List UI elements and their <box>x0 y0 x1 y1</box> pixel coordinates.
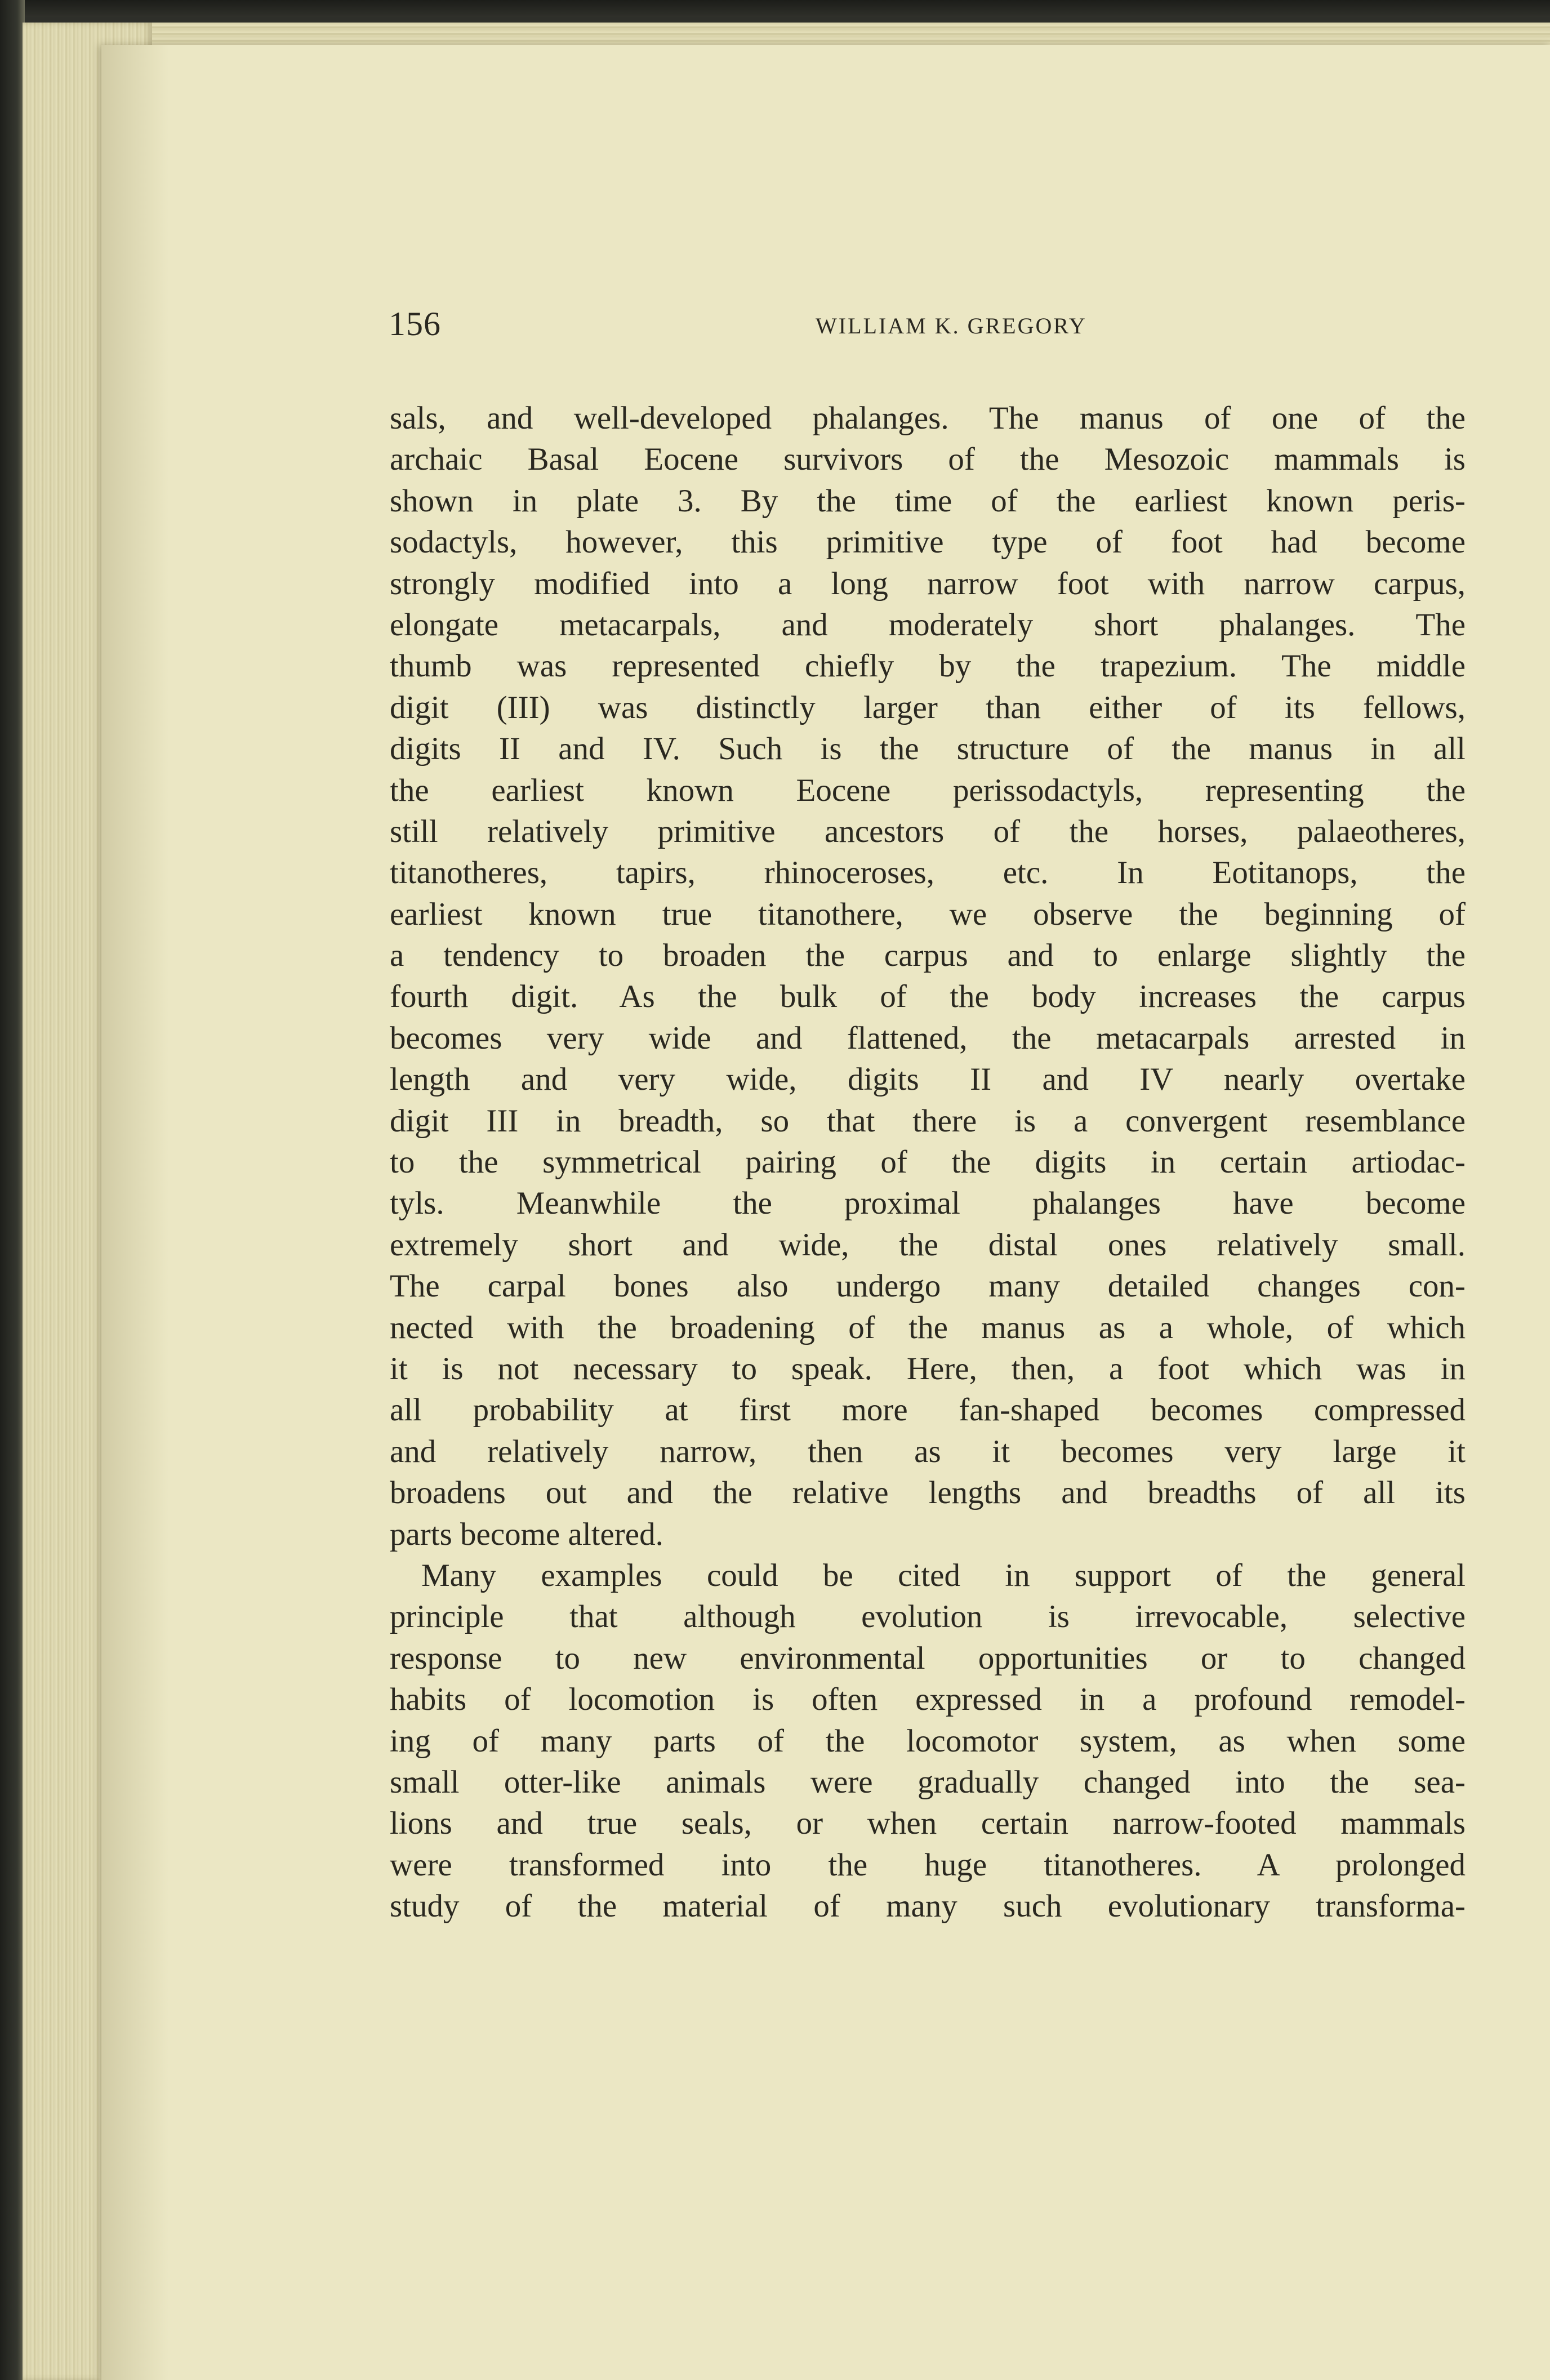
text-line: sodactyls, however, this primitive type of foot had become <box>390 524 1466 560</box>
text-line: elongate metacarpals, and moderately short phalanges. The <box>390 607 1466 643</box>
text-line: principle that although evolution is irrevocable, selective <box>390 1599 1466 1635</box>
text-line: sals, and well-developed phalanges. The manus of one of the <box>390 400 1466 436</box>
text-line: study of the material of many such evolutionary transforma- <box>390 1888 1466 1924</box>
text-line: habits of locomotion is often expressed in a profound remodel- <box>390 1682 1466 1718</box>
text-line: The carpal bones also undergo many detailed changes con- <box>390 1268 1466 1304</box>
running-head: WILLIAM K. GREGORY <box>816 313 1087 338</box>
text-line: ing of many parts of the locomotor system, as when some <box>390 1723 1466 1759</box>
text-line: still relatively primitive ancestors of the horses, palaeotheres, <box>390 813 1466 849</box>
text-line: parts become altered. <box>390 1516 663 1552</box>
body-text <box>390 398 1466 1927</box>
text-line: thumb was represented chiefly by the trapezium. The middle <box>390 648 1466 684</box>
text-line: becomes very wide and flattened, the metacarpals arrested in <box>390 1020 1466 1056</box>
gutter-shadow <box>101 45 169 2380</box>
text-line: the earliest known Eocene perissodactyls, representing the <box>390 772 1466 808</box>
page-header <box>389 298 1459 349</box>
text-line: digit (III) was distinctly larger than either of its fellows, <box>390 689 1466 725</box>
text-line: shown in plate 3. By the time of the earliest known peris- <box>390 483 1466 519</box>
text-line: tyls. Meanwhile the proximal phalanges have become <box>390 1185 1466 1222</box>
text-line: all probability at first more fan-shaped becomes compressed <box>390 1392 1466 1428</box>
paragraph-2 <box>390 1555 1466 1927</box>
text-line: broadens out and the relative lengths and breadths of all its <box>390 1475 1466 1511</box>
text-line: archaic Basal Eocene survivors of the Mesozoic mammals is <box>390 442 1466 478</box>
text-line: small otter-like animals were gradually changed into the sea- <box>390 1764 1466 1800</box>
text-line: it is not necessary to speak. Here, then, a foot which was in <box>390 1351 1466 1387</box>
text-line: response to new environmental opportunities or to changed <box>390 1640 1466 1676</box>
text-line: digits II and IV. Such is the structure of the manus in all <box>390 731 1466 767</box>
text-line: fourth digit. As the bulk of the body increases the carpus <box>390 979 1466 1015</box>
text-line: titanotheres, tapirs, rhinoceroses, etc. In Eotitanops, the <box>390 855 1466 891</box>
text-line: earliest known true titanothere, we observe the beginning of <box>390 896 1466 932</box>
text-line: a tendency to broaden the carpus and to enlarge slightly the <box>390 938 1466 974</box>
text-line: digit III in breadth, so that there is a convergent resemblance <box>390 1103 1466 1139</box>
text-line: lions and true seals, or when certain narrow-footed mammals <box>390 1806 1466 1842</box>
text-line: Many examples could be cited in support of the general <box>421 1557 1466 1593</box>
text-line: length and very wide, digits II and IV nearly overtake <box>390 1062 1466 1098</box>
scanner-frame-left <box>0 0 25 2380</box>
text-line: and relatively narrow, then as it becomes very large it <box>390 1433 1466 1469</box>
text-line: extremely short and wide, the distal ones relatively small. <box>390 1227 1466 1263</box>
paragraph-1 <box>390 398 1466 1555</box>
text-line: were transformed into the huge titanotheres. A prolonged <box>390 1847 1466 1883</box>
text-line: nected with the broadening of the manus as a whole, of which <box>390 1309 1466 1345</box>
scanner-frame-top <box>0 0 1550 17</box>
text-line: to the symmetrical pairing of the digits in certain artiodac- <box>390 1144 1466 1180</box>
page-number: 156 <box>389 305 441 342</box>
text-line: strongly modified into a long narrow foot with narrow carpus, <box>390 565 1466 601</box>
